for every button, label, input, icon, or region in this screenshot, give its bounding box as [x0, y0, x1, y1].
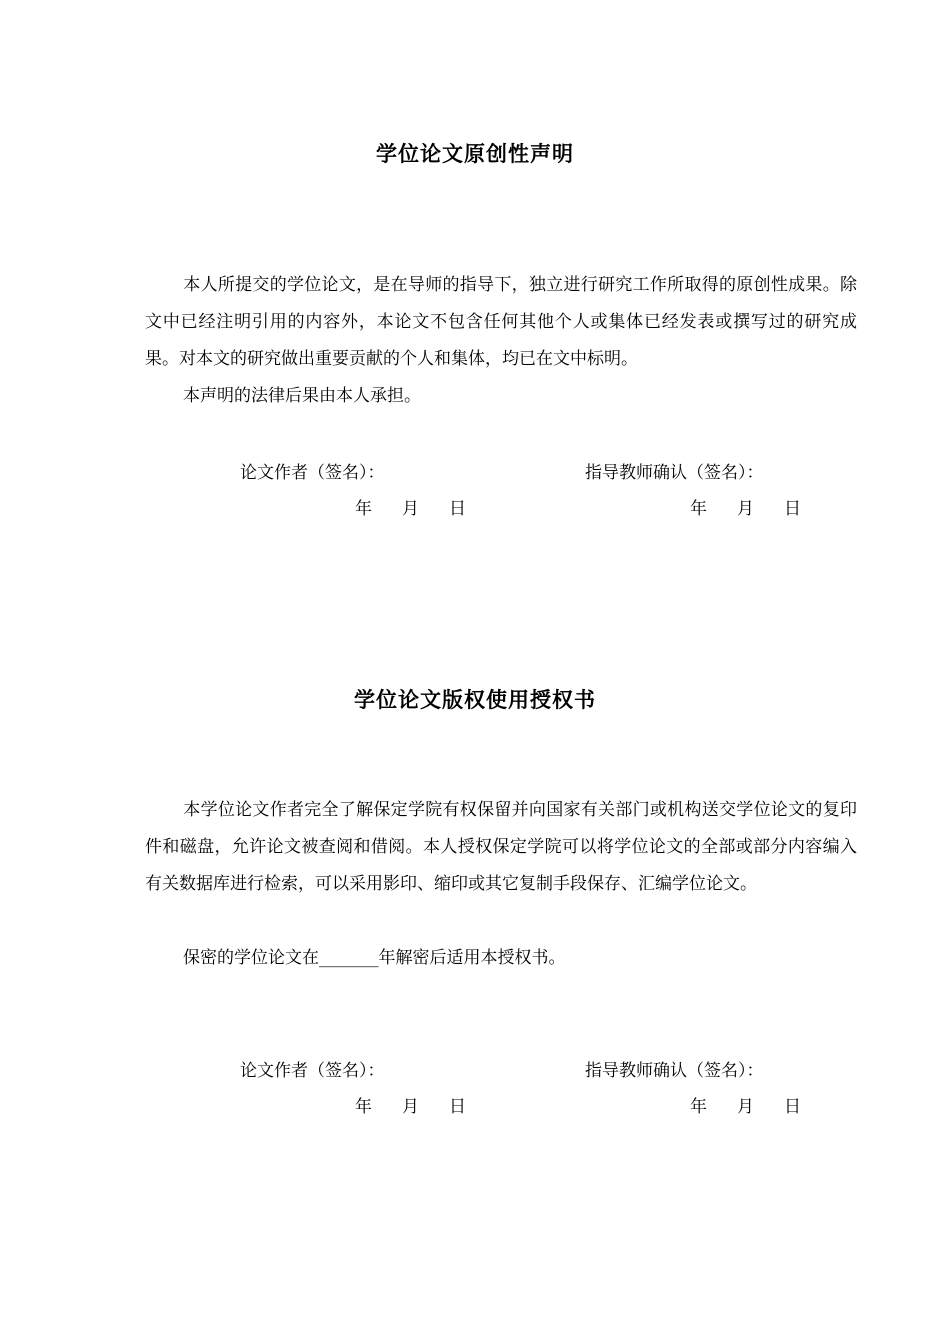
declaration-paragraph-1: [145, 267, 857, 378]
declaration-paragraph-2-text: 本声明的法律后果由本人承担。: [183, 386, 421, 406]
authorization-author-date: [355, 1092, 466, 1117]
declaration-title: 学位论文原创性声明: [376, 142, 574, 166]
date-day: 日: [784, 1097, 801, 1117]
date-year: 年: [355, 499, 372, 519]
declaration-advisor-date: [690, 494, 801, 519]
declaration-author-date: [355, 494, 466, 519]
authorization-paragraph-2: [145, 940, 857, 977]
date-day: 日: [784, 499, 801, 519]
declaration-paragraph-1-text: 本人所提交的学位论文，是在导师的指导下，独立进行研究工作所取得的原创性成果。除文中已经注明引用的内容外，本论文不包含任何其他个人或集体已经发表或撰写过的研究成果。对本文的研究做出重要贡献的个人和集体，均已在文中标明。: [145, 275, 857, 369]
date-month: 月: [737, 1097, 754, 1117]
authorization-paragraph-2-suffix: 年解密后适用本授权书。: [378, 948, 566, 968]
authorization-paragraph-1: [145, 792, 857, 903]
authorization-paragraph-2-prefix: 保密的学位论文在: [183, 948, 319, 968]
declaration-advisor-sign-label: 指导教师确认（签名）：: [585, 463, 764, 483]
date-day: 日: [449, 1097, 466, 1117]
date-month: 月: [402, 1097, 419, 1117]
authorization-paragraph-1-text: 本学位论文作者完全了解保定学院有权保留并向国家有关部门或机构送交学位论文的复印件和磁盘，允许论文被查阅和借阅。本人授权保定学院可以将学位论文的全部或部分内容编入有关数据库进行检索，可以采用影印、缩印或其它复制手段保存、汇编学位论文。: [145, 800, 857, 894]
authorization-advisor-sign-label: 指导教师确认（签名）：: [585, 1061, 764, 1081]
authorization-advisor-date: [690, 1092, 801, 1117]
authorization-author-sign-label: 论文作者（签名）：: [240, 1061, 385, 1081]
date-year: 年: [690, 499, 707, 519]
date-year: 年: [355, 1097, 372, 1117]
date-day: 日: [449, 499, 466, 519]
date-year: 年: [690, 1097, 707, 1117]
date-month: 月: [402, 499, 419, 519]
authorization-title: 学位论文版权使用授权书: [354, 688, 596, 712]
declaration-paragraph-2: [145, 378, 857, 415]
date-month: 月: [737, 499, 754, 519]
declaration-author-sign-label: 论文作者（签名）：: [240, 463, 385, 483]
confidential-years-blank: _______: [319, 948, 379, 968]
